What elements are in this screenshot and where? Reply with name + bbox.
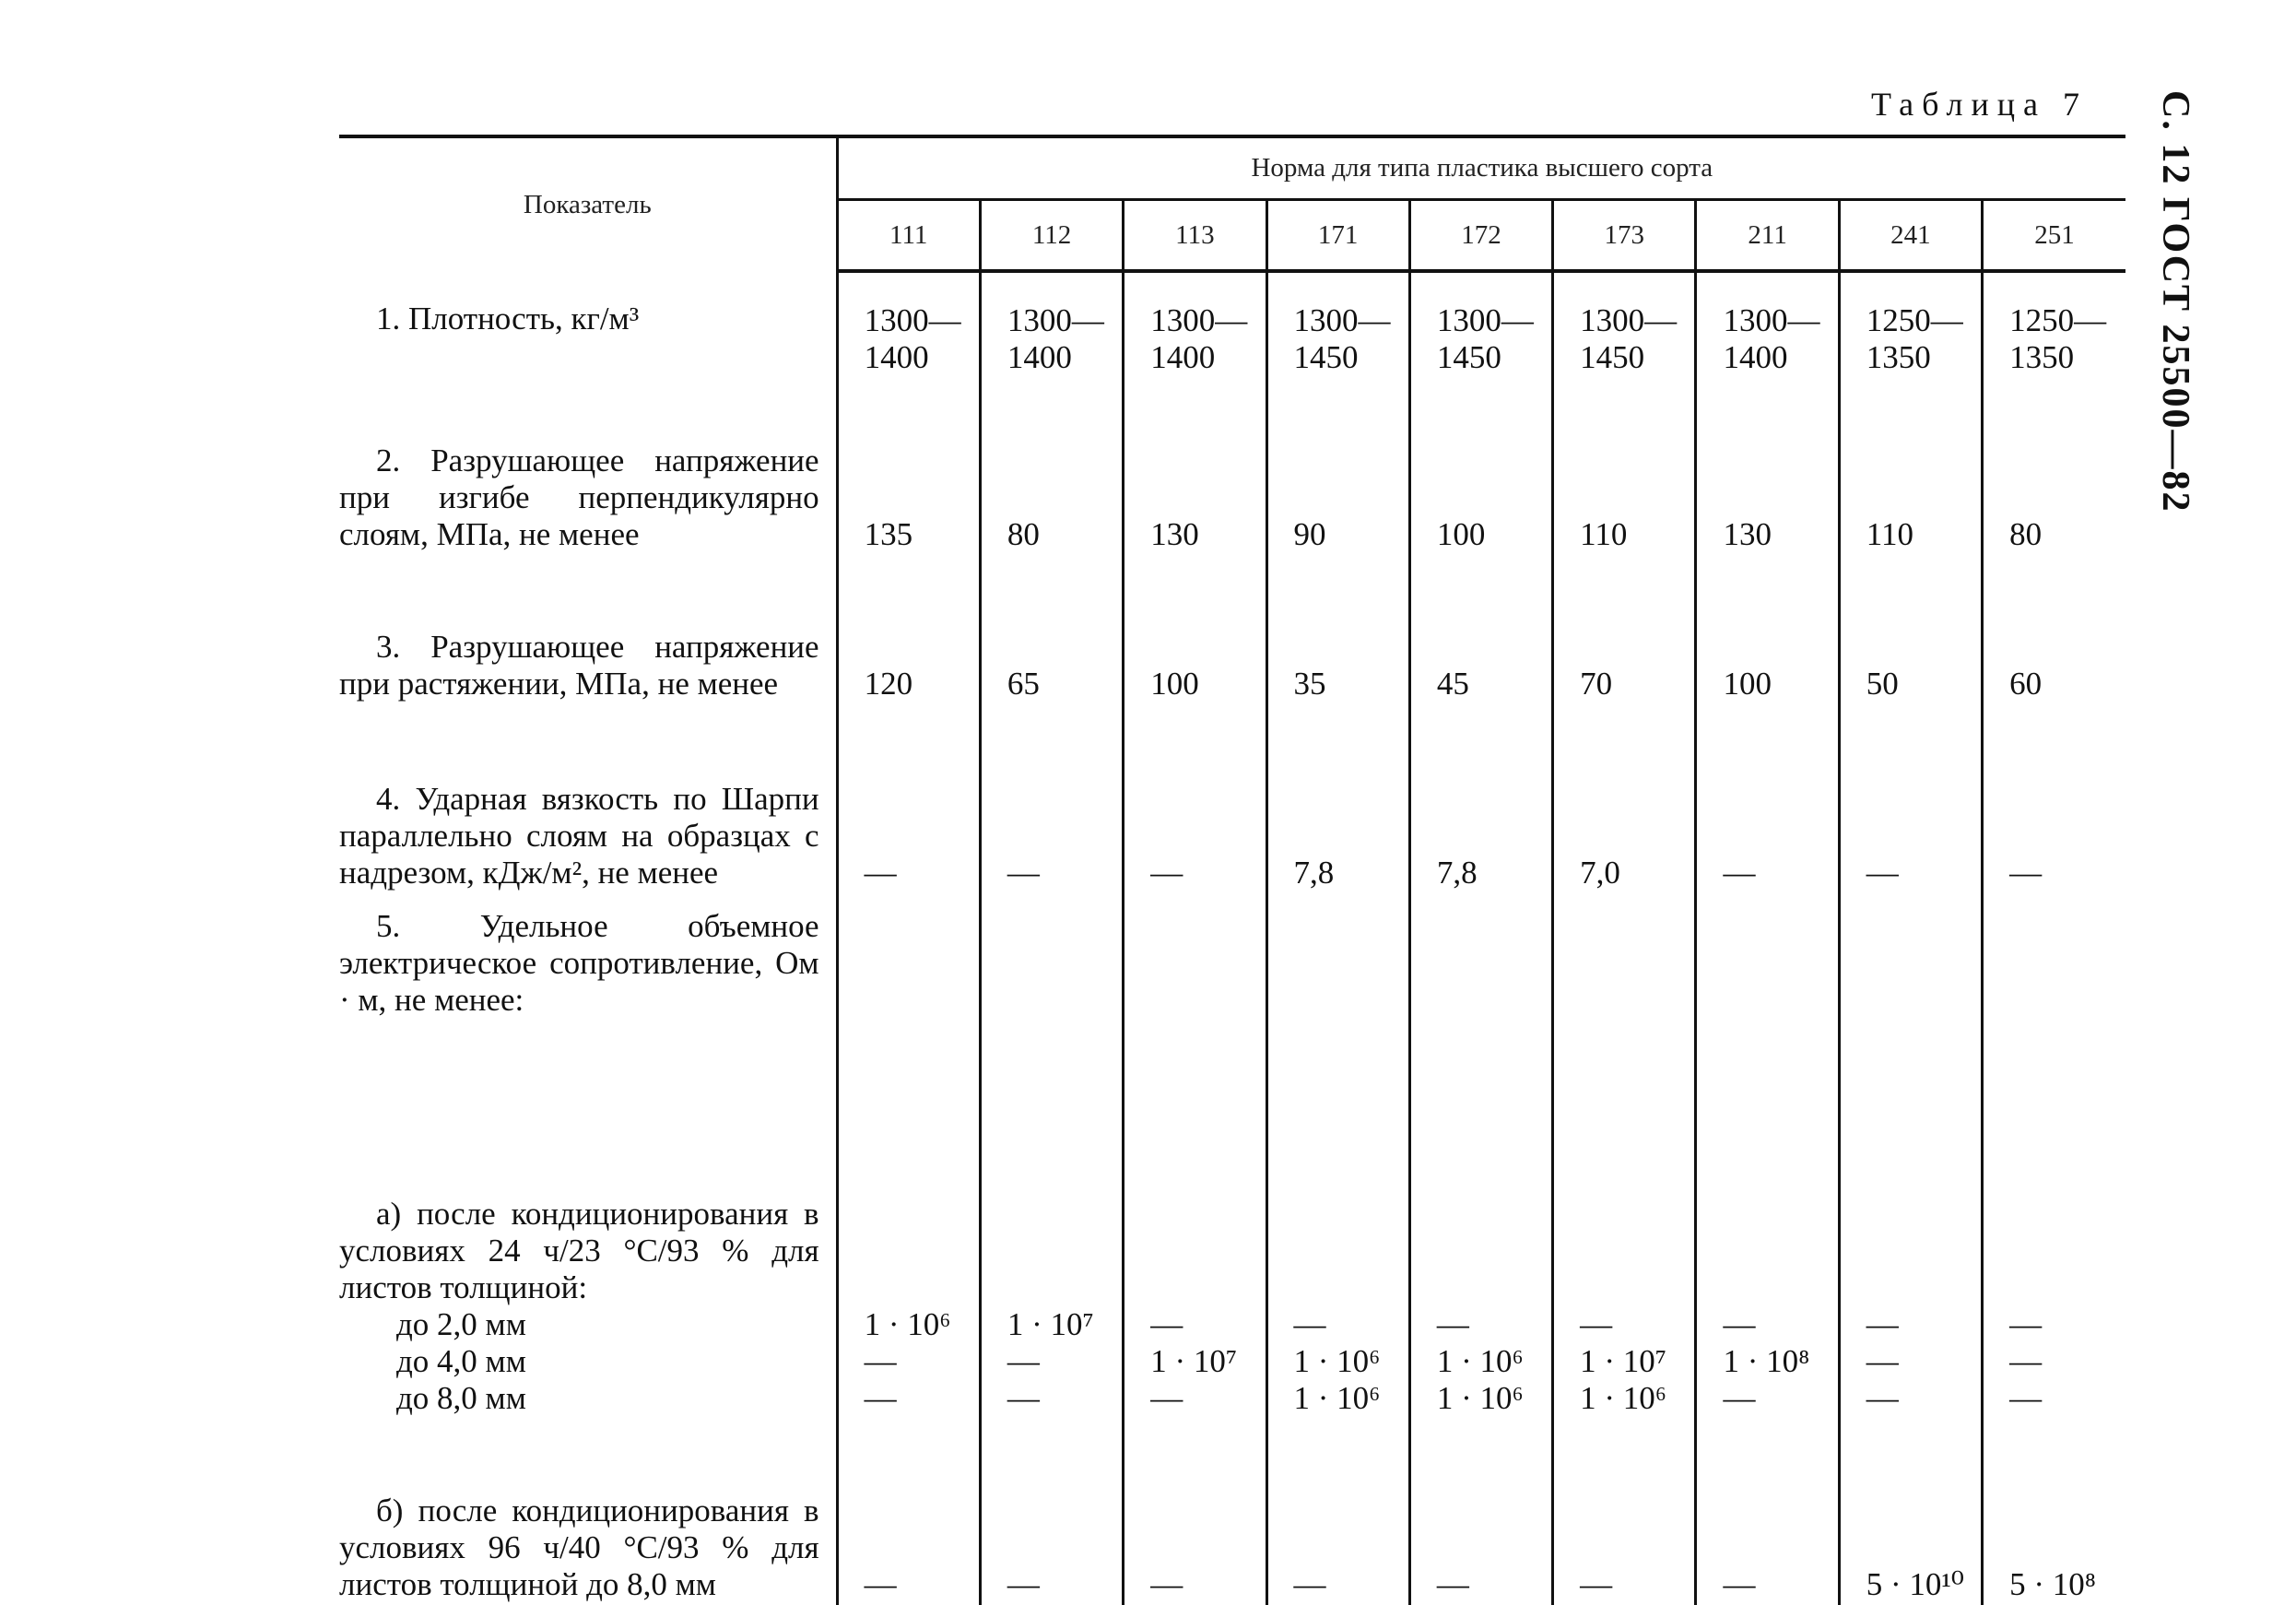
table-row bbox=[339, 406, 2125, 555]
value-cell: 110 bbox=[1839, 406, 1982, 555]
row-label-impact-strength: 4. Ударная вязкость по Шарпи параллельно слоям на образцах с надрезом, кДж/м², не менее bbox=[339, 704, 837, 893]
value-cell: 1250— 1350 bbox=[1983, 271, 2125, 406]
type-header-173: 173 bbox=[1553, 200, 1696, 272]
value-cell bbox=[1696, 893, 1839, 1196]
value-cell: 1300— 1400 bbox=[837, 271, 980, 406]
value-cell: 1250— 1350 bbox=[1839, 271, 1982, 406]
value-cell: 1300— 1450 bbox=[1553, 271, 1696, 406]
value-cell: — 1 · 10⁶ 1 · 10⁶ bbox=[1409, 1196, 1552, 1419]
side-header-text: С. 12 ГОСТ 25500—82 bbox=[2154, 89, 2196, 513]
value-cell: 35 bbox=[1266, 555, 1409, 704]
value-cell: 80 bbox=[980, 406, 1123, 555]
type-header-172: 172 bbox=[1409, 200, 1552, 272]
value-cell: 5 · 10¹⁰ bbox=[1839, 1419, 1982, 1605]
norm-column-header: Норма для типа пластика высшего сорта bbox=[837, 136, 2125, 200]
sublabel-thickness: до 4,0 мм bbox=[396, 1343, 526, 1379]
value-cell: 130 bbox=[1696, 406, 1839, 555]
type-header-241: 241 bbox=[1839, 200, 1982, 272]
value-cell: — bbox=[980, 1419, 1123, 1605]
value-cell: 65 bbox=[980, 555, 1123, 704]
value-cell: — — — bbox=[1983, 1196, 2125, 1419]
table-row bbox=[339, 1196, 2125, 1419]
value-cell: — bbox=[1696, 704, 1839, 893]
row-label-resistivity: 5. Удельное объемное электрическое сопротивление, Ом · м, не менее: bbox=[339, 893, 837, 1196]
value-cell: — bbox=[1696, 1419, 1839, 1605]
sublabel-thickness: до 8,0 мм bbox=[396, 1380, 526, 1416]
type-header-112: 112 bbox=[980, 200, 1123, 272]
table-row bbox=[339, 271, 2125, 406]
value-cell: 100 bbox=[1409, 406, 1552, 555]
value-cell: — — — bbox=[1839, 1196, 1982, 1419]
value-cell bbox=[1839, 893, 1982, 1196]
table-row bbox=[339, 704, 2125, 893]
value-cell: 100 bbox=[1124, 555, 1266, 704]
value-cell: 1300— 1450 bbox=[1409, 271, 1552, 406]
value-cell bbox=[980, 893, 1123, 1196]
value-cell: — 1 · 10⁷ 1 · 10⁶ bbox=[1553, 1196, 1696, 1419]
value-cell: — bbox=[1553, 1419, 1696, 1605]
row-label-bending-stress: 2. Разрушающее напряжение при изгибе перпендикулярно слоям, МПа, не менее bbox=[339, 406, 837, 555]
value-cell bbox=[1266, 893, 1409, 1196]
value-cell: 120 bbox=[837, 555, 980, 704]
value-cell: — 1 · 10⁸ — bbox=[1696, 1196, 1839, 1419]
value-cell: 7,8 bbox=[1266, 704, 1409, 893]
value-cell: 1300— 1400 bbox=[1696, 271, 1839, 406]
value-cell bbox=[837, 893, 980, 1196]
table-row bbox=[339, 555, 2125, 704]
value-cell: — bbox=[837, 704, 980, 893]
value-cell bbox=[1409, 893, 1552, 1196]
row-label-tensile-stress: 3. Разрушающее напряжение при растяжении, МПа, не менее bbox=[339, 555, 837, 704]
page-side-header bbox=[2148, 85, 2203, 518]
value-cell: — bbox=[1409, 1419, 1552, 1605]
value-cell: 100 bbox=[1696, 555, 1839, 704]
value-cell: 1 · 10⁷ — — bbox=[980, 1196, 1123, 1419]
value-cell: 1 · 10⁶ — — bbox=[837, 1196, 980, 1419]
value-cell: 60 bbox=[1983, 555, 2125, 704]
indicator-column-header: Показатель bbox=[339, 136, 837, 271]
value-cell: 110 bbox=[1553, 406, 1696, 555]
value-cell bbox=[1124, 893, 1266, 1196]
value-cell: — 1 · 10⁶ 1 · 10⁶ bbox=[1266, 1196, 1409, 1419]
row-label-conditioning-96h: б) после кондиционирования в условиях 96 ч/40 °С/93 % для листов толщиной до 8,0 мм bbox=[339, 1419, 837, 1605]
value-cell: 1300— 1400 bbox=[1124, 271, 1266, 406]
value-cell: 7,8 bbox=[1409, 704, 1552, 893]
value-cell: 90 bbox=[1266, 406, 1409, 555]
table-caption: Таблица 7 bbox=[1871, 86, 2088, 123]
row-label-density: 1. Плотность, кг/м³ bbox=[339, 271, 837, 406]
value-cell: 5 · 10⁸ bbox=[1983, 1419, 2125, 1605]
type-header-251: 251 bbox=[1983, 200, 2125, 272]
row-label-conditioning-24h: а) после кондиционирования в условиях 24 ч/23 °С/93 % для листов толщиной: до 2,0 мм до 4,0 мм до 8,0 мм bbox=[339, 1196, 837, 1419]
value-cell: 1300— 1450 bbox=[1266, 271, 1409, 406]
value-cell: — 1 · 10⁷ — bbox=[1124, 1196, 1266, 1419]
value-cell bbox=[1553, 893, 1696, 1196]
table-row bbox=[339, 1419, 2125, 1605]
value-cell: — bbox=[837, 1419, 980, 1605]
value-cell: — bbox=[980, 704, 1123, 893]
value-cell: 45 bbox=[1409, 555, 1552, 704]
specification-table bbox=[339, 135, 2125, 1605]
value-cell: 50 bbox=[1839, 555, 1982, 704]
value-cell bbox=[1983, 893, 2125, 1196]
value-cell: 7,0 bbox=[1553, 704, 1696, 893]
type-header-113: 113 bbox=[1124, 200, 1266, 272]
table-row bbox=[339, 893, 2125, 1196]
type-header-111: 111 bbox=[837, 200, 980, 272]
value-cell: 135 bbox=[837, 406, 980, 555]
value-cell: — bbox=[1266, 1419, 1409, 1605]
value-cell: 130 bbox=[1124, 406, 1266, 555]
value-cell: 70 bbox=[1553, 555, 1696, 704]
value-cell: — bbox=[1983, 704, 2125, 893]
sublabel-thickness: до 2,0 мм bbox=[396, 1306, 526, 1342]
value-cell: 80 bbox=[1983, 406, 2125, 555]
type-header-211: 211 bbox=[1696, 200, 1839, 272]
value-cell: 1300— 1400 bbox=[980, 271, 1123, 406]
value-cell: — bbox=[1124, 704, 1266, 893]
value-cell: — bbox=[1839, 704, 1982, 893]
type-header-171: 171 bbox=[1266, 200, 1409, 272]
value-cell: — bbox=[1124, 1419, 1266, 1605]
